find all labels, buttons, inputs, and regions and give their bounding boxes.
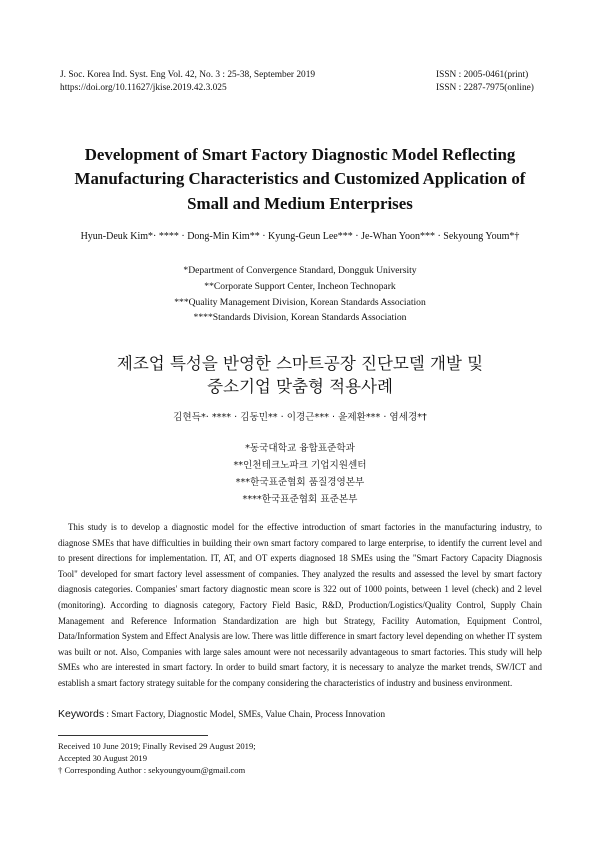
korean-affiliations (40, 440, 560, 508)
doi-link[interactable]: https://doi.org/10.11627/jkise.2019.42.3.025 (60, 83, 227, 93)
korean-title (40, 352, 560, 398)
journal-header (60, 69, 315, 95)
english-affiliations (40, 263, 560, 326)
issn-online: ISSN : 2287-7975(online) (436, 83, 534, 93)
korean-authors: 김현득*· **** · 김동민** · 이경근*** · 윤제환*** · 염세경*† (173, 412, 427, 423)
affiliation-line: **Corporate Support Center, Incheon Technopark (204, 280, 396, 292)
english-title-line: Small and Medium Enterprises (187, 193, 413, 213)
corresponding-author: † Corresponding Author : sekyoungyoum@gmail.com (58, 765, 246, 776)
accepted-date: Accepted 30 August 2019 (58, 753, 148, 764)
issn-block (436, 69, 534, 95)
korean-title-line: 중소기업 맞춤형 적용사례 (207, 377, 393, 396)
affiliation-line: **인천테크노파크 기업지원센터 (233, 460, 367, 471)
keywords-separator: : (104, 709, 112, 719)
footnotes (58, 740, 542, 777)
korean-title-line: 제조업 특성을 반영한 스마트공장 진단모델 개발 및 (116, 354, 484, 373)
footnote-divider (58, 735, 208, 736)
english-title-line: Development of Smart Factory Diagnostic Model Reflecting (84, 145, 516, 164)
keywords-line (58, 707, 542, 721)
english-title-line: Manufacturing Characteristics and Customized Application of (74, 169, 526, 189)
affiliation-line: ***한국표준협회 품질경영본부 (235, 477, 365, 488)
keywords-label: Keywords (58, 708, 105, 720)
affiliation-line: ***Quality Management Division, Korean Standards Association (174, 296, 426, 308)
issn-print: ISSN : 2005-0461(print) (436, 70, 529, 80)
english-title (40, 143, 560, 216)
journal-citation: J. Soc. Korea Ind. Syst. Eng Vol. 42, No. 3 : 25-38, September 2019 (60, 70, 316, 80)
keywords-text: Smart Factory, Diagnostic Model, SMEs, Value Chain, Process Innovation (111, 709, 386, 719)
affiliation-line: *Department of Convergence Standard, Dongguk University (183, 265, 417, 276)
received-date: Received 10 June 2019; Finally Revised 29 August 2019; (58, 741, 256, 751)
affiliation-line: ****한국표준협회 표준본부 (242, 494, 358, 505)
affiliation-line: *동국대학교 융합표준학과 (245, 443, 355, 454)
affiliation-line: ****Standards Division, Korean Standards Association (193, 312, 407, 324)
english-authors: Hyun-Deuk Kim*· **** · Dong-Min Kim** · Kyung-Geun Lee*** · Je-Whan Yoon*** · Sekyoung Youm*† (80, 231, 520, 242)
abstract-paragraph: This study is to develop a diagnostic model for the effective introduction of smart factories in the manufacturing industry, to diagnose SMEs that have difficulties in building their own smart factory compared to large enterprise, to identify the current level and to present directions for implementation. IT, AT, and OT experts diagnosed 18 SMEs using the "Smart Factory Capacity Diagnosis Tool" developed for smart factory level assessment of companies. They analyzed the results and assessed the level by smart factory diagnosis categories. Companies' smart factory diagnostic mean score is 322 out of 1000 points, between 1 level (check) and 2 level (monitoring). According to diagnosis category, Factory Field Basic, R&D, Production/Logistics/Quality Control, Supply Chain Management and Reference Information Standardization are high but Strategy, Facility Automation, Equipment Control, Data/Information System and Effect Analysis are low. There was little difference in smart factory level depending on whether IT system was built or not. Also, Companies with large sales amount were not necessarily advantageous to smart factories. This study will help SMEs who are interested in smart factory. In order to build smart factory, it is necessary to analyze the market trends, SW/ICT and establish a smart factory strategy suitable for the company considering the characteristics of industry and business environment. (58, 522, 542, 688)
